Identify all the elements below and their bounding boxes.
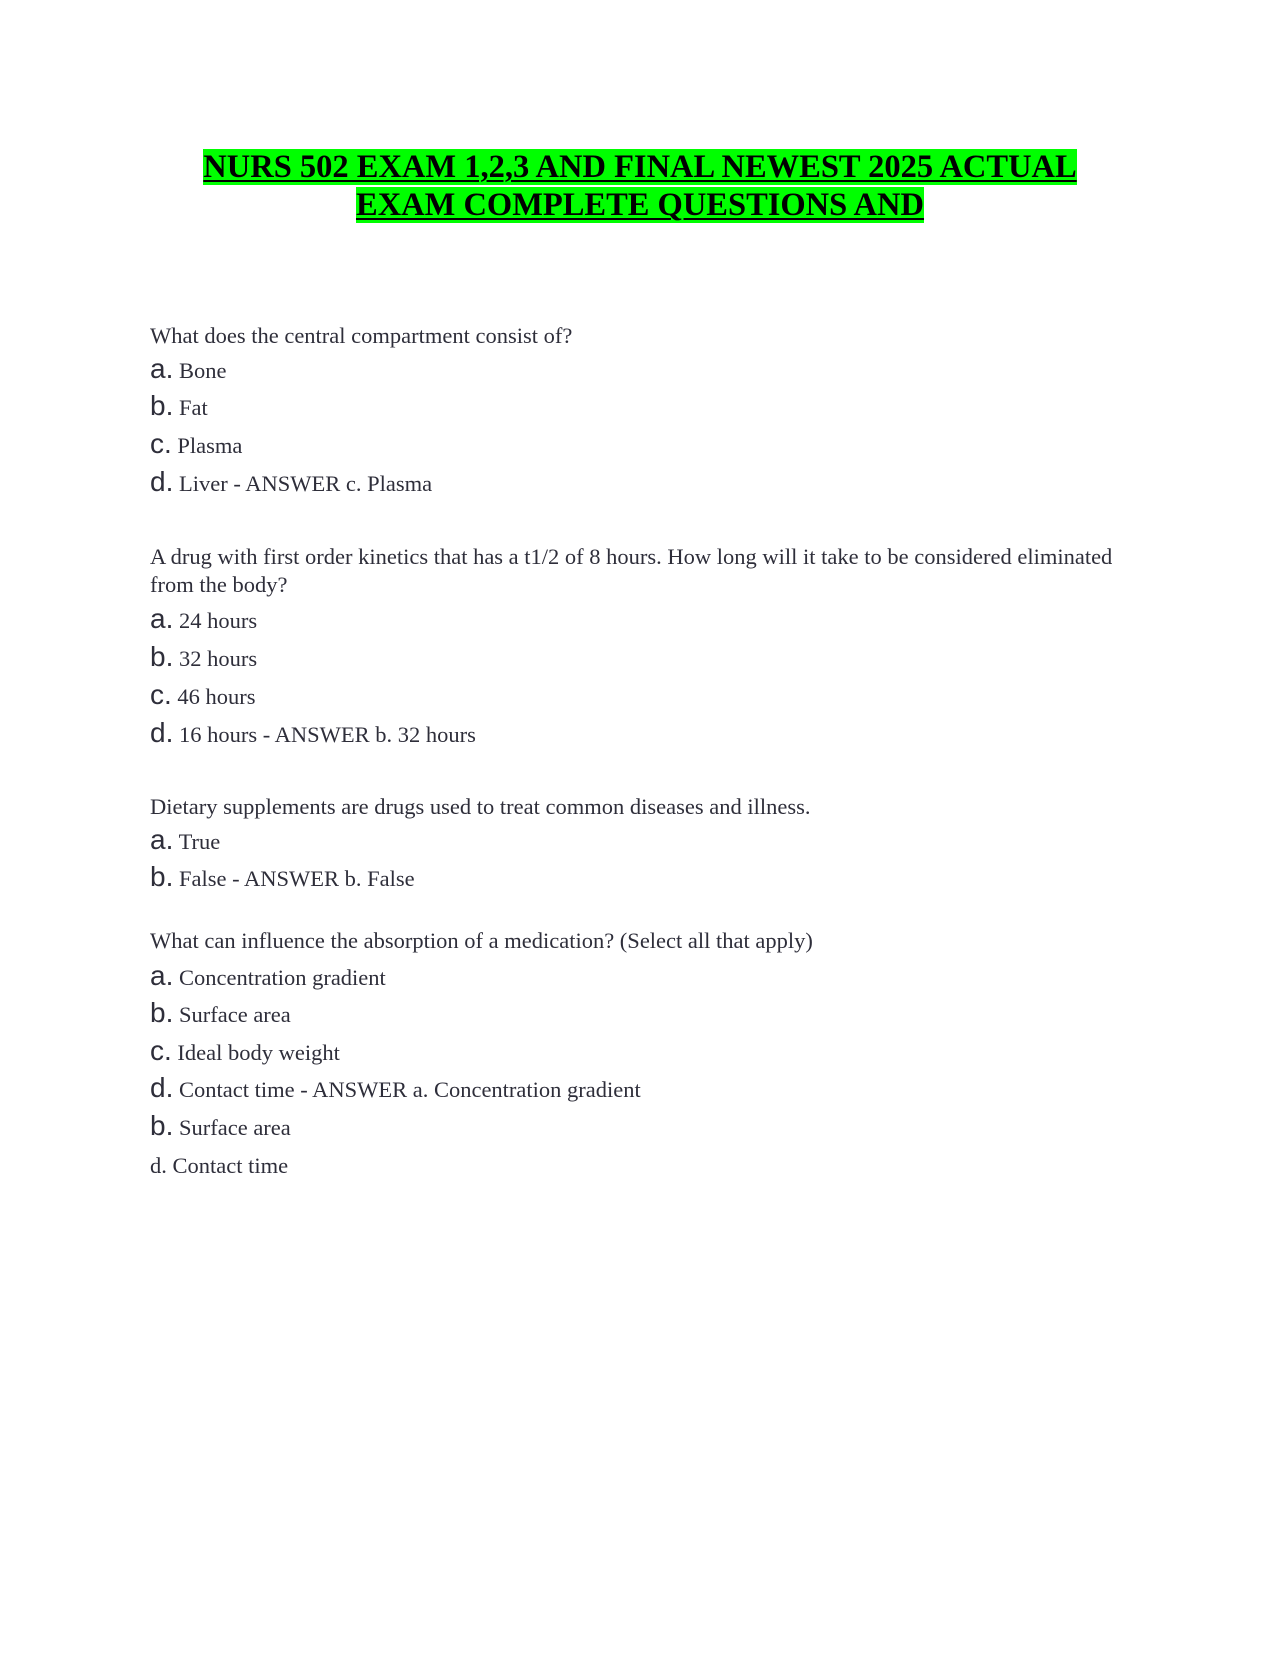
answer-option xyxy=(150,604,257,636)
option-text: Bone xyxy=(178,358,227,383)
option-letter: d. xyxy=(150,1072,174,1103)
option-letter: d. xyxy=(150,466,174,497)
option-letter: b. xyxy=(150,390,174,421)
question-text: Dietary supplements are drugs used to treat common diseases and illness. xyxy=(150,794,811,819)
answer-option xyxy=(150,718,476,750)
title-line-2: EXAM COMPLETE QUESTIONS AND xyxy=(356,187,924,223)
answer-option xyxy=(150,467,432,499)
question-text: What can influence the absorption of a medication? (Select all that apply) xyxy=(150,928,813,953)
answer-option xyxy=(150,354,226,386)
option-letter: a. xyxy=(150,960,174,991)
option-letter: a. xyxy=(150,824,174,855)
option-text: 32 hours xyxy=(178,646,258,671)
answer-option xyxy=(150,391,208,423)
answer-option xyxy=(150,429,242,461)
answer-option xyxy=(150,998,291,1030)
option-text: Ideal body weight xyxy=(177,1040,340,1065)
option-text: Plasma xyxy=(177,433,243,458)
title-line-1: NURS 502 EXAM 1,2,3 AND FINAL NEWEST 2025 ACTUAL xyxy=(203,149,1077,185)
option-text: Contact time - ANSWER a. Concentration gradient xyxy=(178,1077,641,1102)
option-text: Liver - ANSWER c. Plasma xyxy=(178,471,433,496)
option-text: 46 hours xyxy=(177,684,256,709)
answer-option xyxy=(150,961,386,993)
answer-option xyxy=(150,1111,291,1143)
option-text: 24 hours xyxy=(178,608,258,633)
option-text: False - ANSWER b. False xyxy=(178,866,415,891)
option-text: True xyxy=(178,829,221,854)
answer-option xyxy=(150,862,415,894)
option-letter: c. xyxy=(150,1035,172,1066)
question-text: What does the central compartment consist of? xyxy=(150,323,573,348)
option-text: Surface area xyxy=(178,1002,291,1027)
answer-option xyxy=(150,642,257,674)
option-text: 16 hours - ANSWER b. 32 hours xyxy=(178,722,476,747)
document-title xyxy=(150,148,1130,224)
option-letter: a. xyxy=(150,353,174,384)
option-text: Fat xyxy=(178,395,208,420)
option-letter: c. xyxy=(150,679,172,710)
answer-option xyxy=(150,1073,641,1105)
option-letter: b. xyxy=(150,641,174,672)
answer-option xyxy=(150,1036,340,1068)
answer-option xyxy=(150,680,256,712)
question-text: A drug with first order kinetics that has a t1/2 of 8 hours. How long will it take to be considered eliminated from the body? xyxy=(150,544,1113,597)
option-text: Surface area xyxy=(178,1115,291,1140)
option-letter: b. xyxy=(150,997,174,1028)
option-letter: b. xyxy=(150,861,174,892)
answer-option xyxy=(150,825,220,857)
answer-trailing-line: d. Contact time xyxy=(150,1153,289,1178)
option-letter: b. xyxy=(150,1110,174,1141)
option-text: Concentration gradient xyxy=(178,965,386,990)
option-letter: a. xyxy=(150,603,174,634)
option-letter: d. xyxy=(150,717,174,748)
option-letter: c. xyxy=(150,428,172,459)
